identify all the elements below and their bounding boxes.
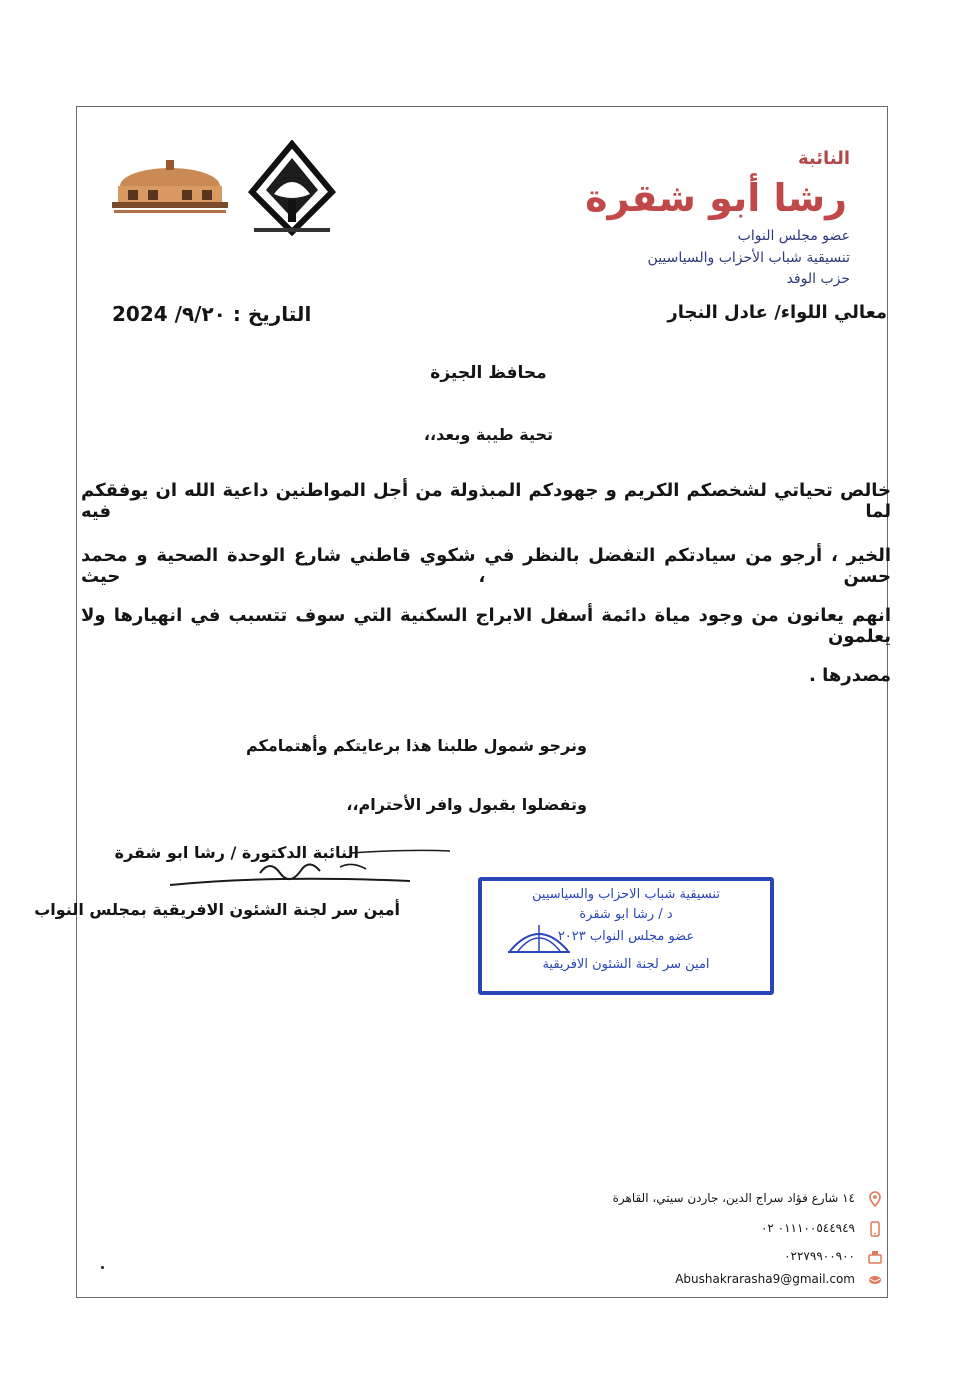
signatory-name: النائبة الدكتورة / رشا ابو شقرة — [114, 843, 359, 862]
header-name: رشا أبو شقرة — [585, 176, 847, 220]
stamp-dome-icon — [504, 921, 574, 957]
signatory-role: أمين سر لجنة الشئون الافريقية بمجلس النواب — [34, 900, 400, 919]
header-title: النائبة — [797, 148, 850, 169]
official-stamp — [478, 877, 774, 995]
location-icon — [867, 1191, 883, 1207]
header-line-party: حزب الوفد — [786, 271, 850, 287]
paragraph-line: مصدرها . — [809, 665, 891, 686]
governor-title: محافظ الجيزة — [430, 363, 547, 383]
letter-frame — [76, 106, 888, 1298]
stamp-line: امين سر لجنة الشئون الافريقية — [542, 957, 710, 972]
header-line-coordination: تنسيقية شباب الأحزاب والسياسيين — [647, 250, 850, 266]
party-logo — [244, 140, 340, 236]
request-line: ونرجو شمول طلبنا هذا برعايتكم وأهتمامكم — [245, 736, 587, 755]
stamp-line: د / رشا ابو شقرة — [579, 907, 673, 922]
footer-phone: ٠٢٢٧٩٩٠٠٩٠٠ — [784, 1249, 855, 1263]
date-label: التاريخ : — [232, 302, 312, 326]
paragraph-line: انهم يعانون من وجود مياة دائمة أسفل الابراج السكنية التي سوف تتسبب في انهيارها ولا يعلمون — [81, 605, 891, 647]
email-icon — [867, 1272, 883, 1288]
date-value: ٩/٢٠/ 2024 — [112, 302, 226, 326]
parliament-dome-logo — [108, 156, 232, 218]
letter-date — [112, 302, 311, 326]
footer-mobile: ٠١١١٠٠٥٤٤٩٤٩ ٠٢ — [760, 1221, 855, 1235]
header-line-parliament: عضو مجلس النواب — [737, 228, 850, 244]
regards-line: وتفضلوا بقبول وافر الأحترام،، — [346, 795, 587, 814]
stamp-line: عضو مجلس النواب ٢٠٢٣ — [557, 929, 695, 944]
mobile-icon — [867, 1221, 883, 1237]
stray-dot — [101, 1266, 104, 1269]
stamp-line: تنسيقية شباب الاحزاب والسياسيين — [532, 887, 720, 902]
addressee: معالي اللواء/ عادل النجار — [667, 302, 887, 323]
greeting: تحية طيبة وبعد،، — [423, 425, 554, 444]
footer-address: ١٤ شارع فؤاد سراج الدين، جاردن سيتي، القاهرة — [612, 1191, 855, 1205]
phone-icon — [867, 1249, 883, 1265]
paragraph-line: الخير ، أرجو من سيادتكم التفضل بالنظر في شكوي قاطني شارع الوحدة الصحية و محمد حسن ، حيث — [81, 545, 891, 587]
paragraph-line: خالص تحياتي لشخصكم الكريم و جهودكم المبذولة من أجل المواطنين داعية الله ان يوفقكم لما فيه — [81, 480, 891, 522]
footer-email[interactable]: Abushakrarasha9@gmail.com — [675, 1272, 855, 1286]
handwritten-signature — [150, 845, 460, 895]
